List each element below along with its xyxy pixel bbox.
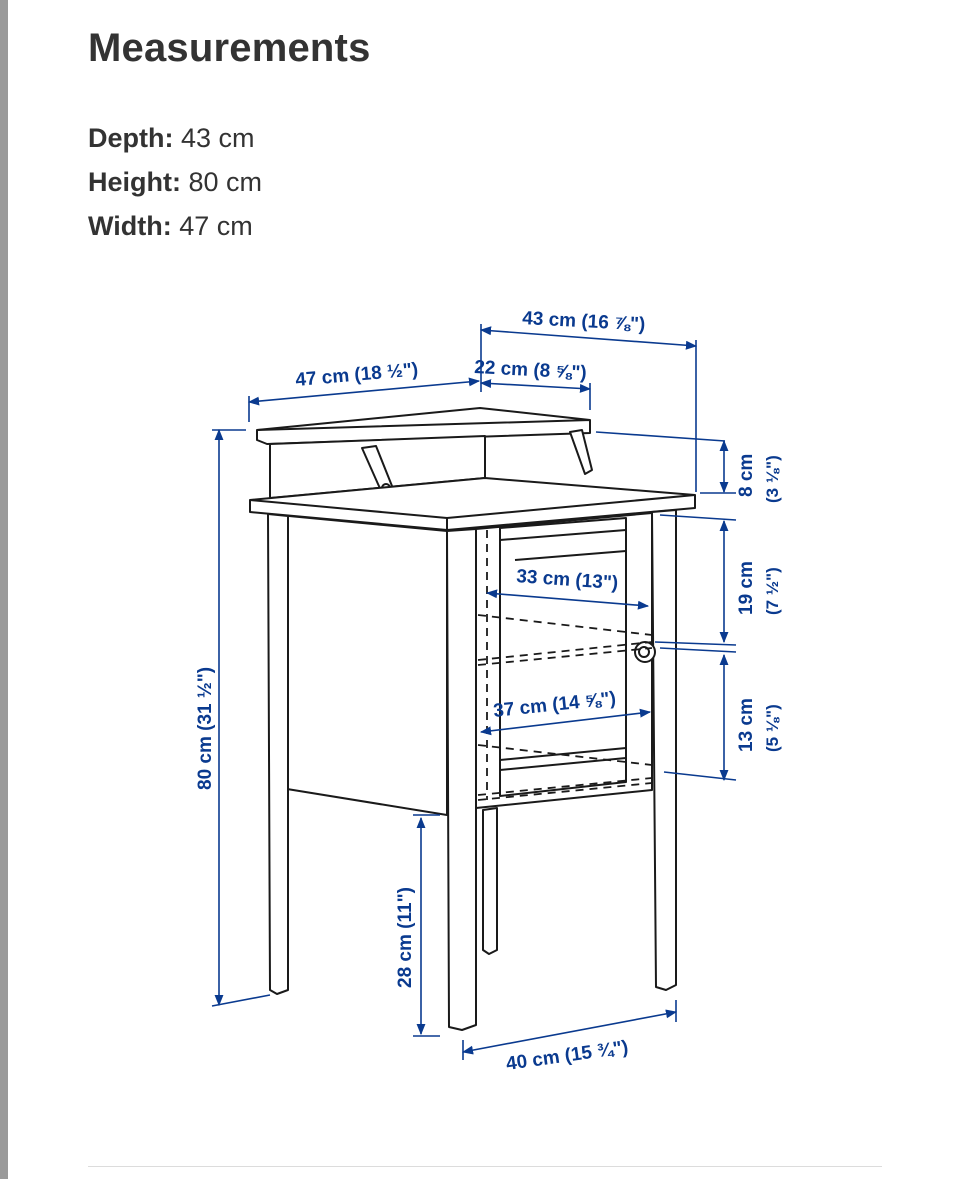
spec-height (88, 160, 262, 204)
label-leg-height: 28 cm (11") (395, 887, 416, 988)
label-upper-compartment: 19 cm (736, 561, 757, 615)
label-shelf-height: 8 cm (736, 453, 757, 497)
spec-height-label: Height: (88, 167, 181, 197)
spec-depth-label: Depth: (88, 123, 174, 153)
label-lower-compartment: 13 cm (736, 698, 757, 752)
label-depth-total: 43 cm (16 ⅞") (521, 308, 646, 336)
section-divider (88, 1166, 882, 1167)
cabinet-left-side (268, 514, 447, 815)
label-width-total: 47 cm (18 ½") (294, 359, 420, 391)
label-lower-compartment-in: (5 ⅛") (763, 704, 782, 752)
label-inner-depth-lower: 37 cm (14 ⅝") (492, 688, 617, 722)
spec-list (88, 116, 262, 248)
nightstand-drawing (250, 408, 695, 1030)
label-total-height: 80 cm (31 ½") (195, 666, 216, 790)
front-left-leg (447, 529, 476, 1030)
front-right-leg (652, 510, 676, 990)
spec-width-label: Width: (88, 211, 172, 241)
label-upper-compartment-in: (7 ½") (763, 567, 782, 615)
spec-height-value: 80 cm (188, 167, 263, 197)
spec-width (88, 204, 262, 248)
back-left-leg (268, 514, 288, 994)
label-inner-depth-upper: 33 cm (13") (515, 566, 619, 595)
spec-depth (88, 116, 262, 160)
right-shelf-bracket (570, 430, 592, 474)
label-cabinet-depth: 40 cm (15 ¾") (504, 1037, 630, 1075)
spec-depth-value: 43 cm (181, 123, 255, 153)
nightstand-dimension-diagram (0, 270, 960, 1100)
label-shelf-height-in: (3 ⅛") (763, 455, 782, 503)
spec-width-value: 47 cm (179, 211, 253, 241)
page-title: Measurements (88, 26, 371, 70)
label-shelf-depth: 22 cm (8 ⅝") (473, 357, 588, 384)
back-right-leg (483, 808, 497, 954)
